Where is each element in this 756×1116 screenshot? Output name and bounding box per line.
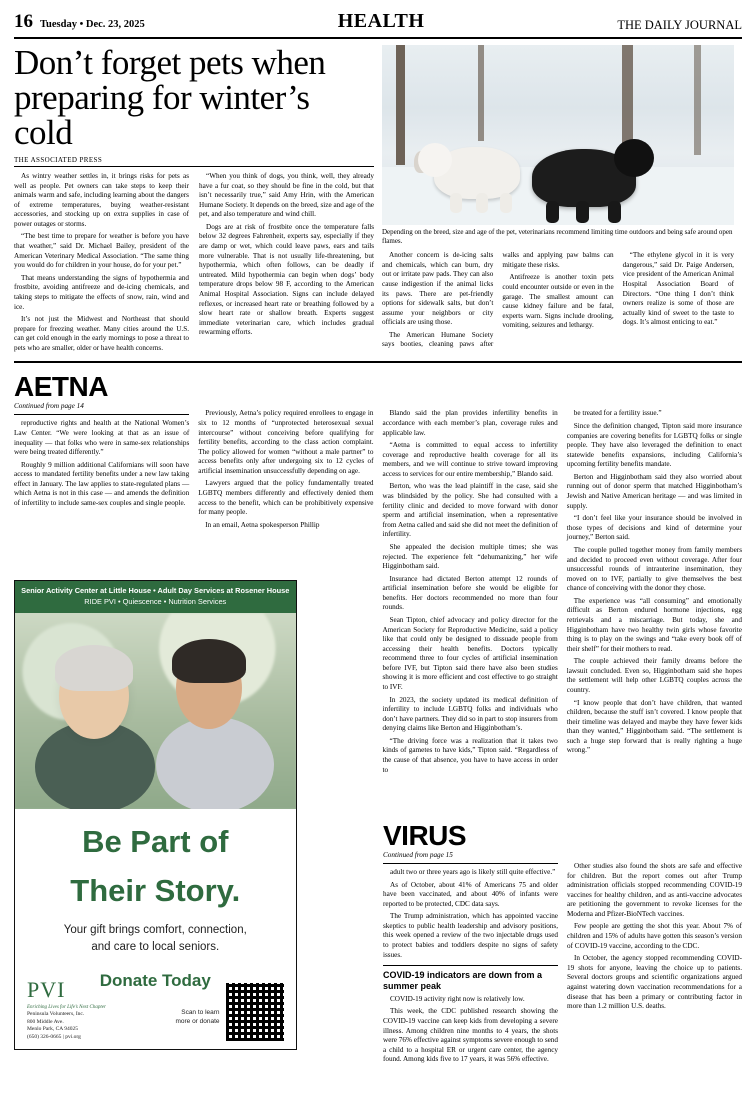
donate-today-button[interactable]: Donate Today [99,971,211,991]
paragraph: Antifreeze is another toxin pets could encounter outside or even in the garage. The smallest amount can cause kidney failure and be fatal, experts warn. Signs include drooling, vomiting, seizures and lethargy. [502,273,614,330]
paragraph: It’s not just the Midwest and Northeast that should prepare for freezing weather. Many cities around the U.S. can get cold enough in the early mornings to pose a threat to pets who are smaller, older or have health concerns. [14,315,189,352]
paragraph: The experience was “all consuming” and emotionally difficult as Berton endured hormone injections, egg retrievals and a miscarriage. But today, she and Higginbotham have two healthy twin girls whose favorite thing is to play on the swings and “take every book off of their shelf” for their mothers to read. [566,596,742,653]
paragraph: Roughly 9 million additional Californians will soon have access to mandated fertility benefits under a new law taking effect in January. The law applies to state-regulated plans — which Aetna is not in this case — and amends the definition of infertility to include same-sex couples and single people. [14,460,190,508]
top-story-columns [14,172,374,353]
paragraph: The Trump administration, which has appointed vaccine skeptics to public health leadership and advisory positions, this week opened a review of the two injectable drugs used to protect babies and toddlers despite no signs of safety issues. [383,912,558,959]
byline: THE ASSOCIATED PRESS [14,156,374,167]
masthead-left [14,11,145,33]
paragraph: That means understanding the signs of hypothermia and frostbite, avoiding antifreeze and de-icing chemicals, and taking steps to mitigate the effects of snow, rain, wind and ice. [14,273,189,311]
advertiser-address-2: Menlo Park, CA 94025 [27,1026,79,1033]
page-number: 16 [14,11,33,32]
ad-photo [15,613,296,809]
tree-trunk-icon [478,45,484,141]
section-divider [14,361,742,363]
aetna-headline: AETNA [14,371,108,403]
photo-caption: Depending on the breed, size and age of the pet, veterinarians recommend limiting time outdoors and being safe around open flames. [382,228,733,246]
publication-date: Tuesday • Dec. 23, 2025 [40,19,145,30]
pvi-tagline: Enriching Lives for Life’s Next Chapter [27,1004,106,1010]
qr-line-2: more or donate [175,1018,220,1026]
paragraph: The American Humane Society says booties, cleaning paws after walks and applying paw balms can mitigate these risks. [382,251,614,349]
paragraph: She appealed the decision multiple times; she was rejected. The experience felt “dehumanizing,” her wife Higginbotham said. [382,542,558,571]
paragraph: In 2023, the society updated its medical definition of infertility to include LGBTQ folks and individuals who don’t have partners. They did so in part to stop insurers from denying claims like Berton and Higginbotham’s. [382,695,558,733]
ad-band-line-1: Senior Activity Center at Little House • Adult Day Services at Rosener House [21,586,290,595]
qr-code[interactable] [226,983,284,1041]
ad-headline-line-2: Their Story. [70,873,241,909]
paragraph: be treated for a fertility issue.” [573,409,662,418]
paragraph: Berton and Higginbotham said they also worried about running out of donor sperm that matched Higginbotham’s Jewish and Native American heritage — and was limited in supply. [566,472,742,510]
advertiser-name: Peninsula Volunteers, Inc. [27,1011,85,1018]
ad-headline-line-1: Be Part of [82,823,229,859]
virus-headline: VIRUS [383,820,467,851]
virus-continued-line: Continued from page 15 [383,851,453,859]
white-dog [434,147,520,199]
paragraph: “When you think of dogs, you think, well, they already have a fur coat, so they should be fine in the cold, but that isn’t necessarily true,” said Amy Hrin, with the American Humane Society. It depends on the breed, size and age of the pet, and also temperature and wind chill. [199,172,374,219]
advertiser-phone: (650) 326-0665 | pvi.org [27,1033,81,1040]
paragraph: As of October, about 41% of Americans 75 and older have been vaccinated, and about 40% of infants were reported to be protected, CDC data says. [383,880,558,908]
paragraph: The couple achieved their family dreams before the lawsuit concluded. Even so, Higginbotham said she hopes the settlement will help other LGBTQ couples across the country. [566,657,742,695]
ad-subtext-line-1: Your gift brings comfort, connection, [63,923,247,936]
paragraph: As wintry weather settles in, it brings risks for pets as well as people. Pet owners can take steps to keep their animals warm and safe, including learning about the dangers of extreme temperatures, buying weather-resistant accessories, and stocking up on extra supplies in case of power outages or storms. [14,172,189,228]
paragraph: Dogs are at risk of frostbite once the temperature falls below 32 degrees Fahrenheit, experts say, especially if they are damp or wet, which could leave paws, ears and tails more vulnerable. That is not usually life-threatening, but hypothermia, which often follows, can be deadly if untreated. Mild hypothermia can begin when dogs’ body temperature drops below 98 F, according to the American Animal Hospital Association. Signs can include delayed reflexes, or increased heart rate or breathing followed by a slow heart rate or shallow breath. Experts suggest immediate veterinarian care, which includes gradual rewarming efforts. [199,222,374,337]
ad-subtext-line-2: and care to local seniors. [91,940,220,953]
paragraph: Blando said the plan provides infertility benefits in accordance with each member’s plan, coverage rules and applicable law. [382,409,558,437]
qr-instruction [175,1009,219,1027]
masthead [14,10,742,39]
paragraph: “I don’t feel like your insurance should be involved in those types of decisions and kind of determine your journey,” Berton said. [566,514,742,542]
section-title: HEALTH [337,10,425,32]
paragraph: In October, the agency stopped recommending COVID-19 shots for anyone, leaving the choice up to patients. Several doctors groups and scientific organizations argued against watering down vaccination recommendations for a disease that has been a primary or contributing factor in more than 1.2 million U.S. deaths. [567,954,742,1011]
paragraph: Berton, who was the lead plaintiff in the case, said she was blindsided by the policy. She had consulted with a fertility clinic and decided to move forward with donor sperm and artificial insemination, when a representative from Aetna called and said she did not meet the definition of infertility. [382,482,558,539]
paragraph: Previously, Aetna’s policy required enrollees to engage in six to 12 months of “unprotected heterosexual sexual intercourse” without conceiving before qualifying for fertility benefits, according to the class action complaint. The policy allowed for women “without a male partner” to access benefits only after undergoing six to 12 cycles of artificial insemination unsuccessfully depending on age. [198,409,374,475]
top-story-text [14,45,374,353]
paragraph: This week, the CDC published research showing the COVID-19 vaccine can keep kids from developing a severe illness. Among children nine months to 4 years, the shots were 76% effective against symptoms severe enough to send a child to a hospital ER or urgent care center, the agency found. Among kids five to 17 years, it was 56% effective. [383,1007,558,1064]
donation-advertisement[interactable] [14,580,297,1050]
tree-trunk-icon [694,45,701,155]
ad-band-line-2: RIDE PVI • Quiescence • Nutrition Services [84,597,227,607]
top-story-media [382,45,734,353]
paper-name: THE DAILY JOURNAL [617,18,742,32]
qr-line-1: Scan to learn [181,1009,220,1017]
ad-footer [15,963,296,1049]
pets-winter-photo [382,45,734,225]
paragraph: Sean Tipton, chief advocacy and policy director for the American Society for Reproductive Medicine, said a policy like that could only be designed to dissuade people from accessing their health benefits. Doctors typically recommend three to four cycles of artificial insemination before IVF, but Tipton said there have also been studies showing it is more efficient and cost effective to go straight to IVF. [382,615,558,692]
paragraph: The couple pulled together money from family members and decided to proceed even without coverage. After four unsuccessful rounds of intrauterine insemination, they moved on to IVF, partially to give themselves the best chance of conceiving with the donor they chose. [566,545,742,593]
paragraph: Lawyers argued that the policy fundamentally treated LGBTQ members differently and effectively denied them access to the benefit, which can be prohibitively expensive for many people. [198,479,374,517]
virus-text-column-2 [567,818,742,1068]
virus-text-column-1 [383,818,558,1068]
paragraph: Another concern is de-icing salts and chemicals, which can burn, dry out or irritate paw pads. They can also cause indigestion if the animal licks its paws. There are pet-friendly options for sidewalk salts, but don’t assume your neighbors or city officials are using those. [382,251,494,327]
paragraph: Other studies also found the shots are safe and effective for children. But the report comes out after Trump administration officials stopped recommending COVID-19 vaccines for healthy children, and as anti-vaccine advocates are petitioning the government to revoke licenses for the Moderna and Pfizer-BioNTech vaccines. [567,862,742,918]
paragraph: “The driving force was a realization that it takes two kinds of gametes to have kids,” Tipton said. “Regardless of the cause of that absence, you have to have access in order to [382,736,558,774]
paragraph: “I know people that don’t have children, that wanted children, because the stuff isn’t covered. I know people that their timeline was delayed and maybe they have fewer kids than they wanted,” Higginbotham said. “The settlement is such a huge step forward that is really righting a huge wrong.” [566,698,742,755]
ad-services-band [15,581,296,613]
paragraph: Insurance had dictated Berton attempt 12 rounds of artificial insemination before she would be eligible for benefits. Her doctors recommended no more than four rounds. [382,574,558,612]
paragraph: adult two or three years ago is likely still quite effective.” [390,868,556,876]
paragraph: Few people are getting the shot this year. About 7% of children and 15% of adults have gotten this season’s version of COVID-19 vaccine, according to the CDC. [567,922,742,950]
virus-section [383,818,742,1068]
advertiser-address-1: 800 Middle Ave. [27,1018,64,1025]
paragraph: “Aetna is committed to equal access to infertility coverage and reproductive health coverage for all its members, and we will continue to strive toward improving access to services for our entire membership,” Blando said. [382,441,558,478]
paragraph: Since the definition changed, Tipton said more insurance companies are covering benefits for LGBTQ folks or single people. They have also leveraged the definition to enact statewide benefits expansions, including California’s upcoming fertility benefits mandate. [566,421,742,469]
advertiser-logo-block [27,975,106,1041]
top-story [14,45,742,353]
paragraph: COVID-19 activity right now is relatively low. [390,994,525,1003]
tree-trunk-icon [396,45,405,165]
black-dog [532,149,636,207]
aetna-continued-line: Continued from page 14 [14,402,84,411]
pvi-logo: PVI [27,976,66,1002]
top-story-columns-right [382,251,734,350]
page-title: Don’t forget pets when preparing for winter’s cold [14,43,326,152]
paragraph: reproductive rights and health at the National Women’s Law Center. “We were looking at that as an issue of inequality — that folks who were in same-sex relationships were being treated differently.” [14,419,190,457]
paragraph: In an email, Aetna spokesperson Phillip [205,520,320,529]
virus-subhead: COVID-19 indicators are down from a summer peak [383,965,558,992]
paragraph: “The ethylene glycol in it is very dangerous,” said Dr. Paige Andersen, vice president of the American Animal Hospital Association Board of Directors. “One thing I don’t think owners realize is some of those are actually kind of sweet to the taste to dogs. It’s almost enticing to eat.” [622,251,734,327]
paragraph: “The best time to prepare for weather is before you have that weather,” said Dr. Michael Bailey, president of the American Veterinary Medical Association. “The same thing you would do for children in your house, do for your pet.” [14,232,189,270]
